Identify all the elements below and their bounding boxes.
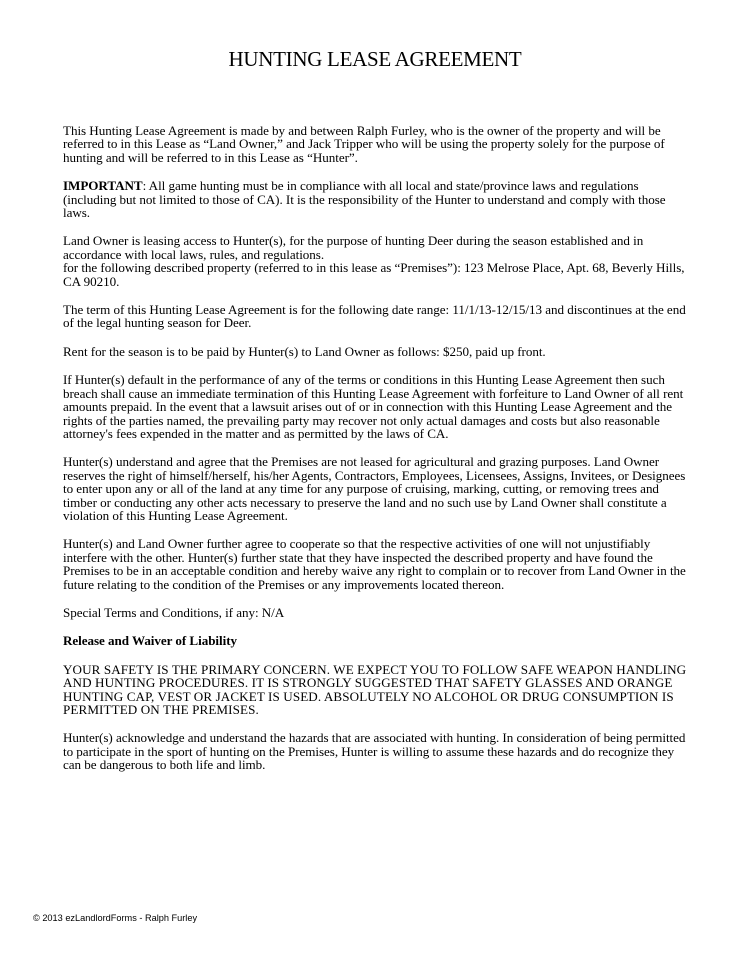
- rent-paragraph: Rent for the season is to be paid by Hunter(s) to Land Owner as follows: $250, paid up front.: [63, 343, 546, 359]
- copyright-footer: © 2013 ezLandlordForms - Ralph Furley: [33, 913, 198, 923]
- leasing-paragraph: [63, 234, 687, 288]
- safety-paragraph: YOUR SAFETY IS THE PRIMARY CONCERN. WE EXPECT YOU TO FOLLOW SAFE WEAPON HANDLING AND HUNTING PROCEDURES. IT IS STRONGLY SUGGESTED THAT SAFETY GLASSES AND ORANGE HUNTING CAP, VEST OR JACKET IS USED. ABSOLUTELY NO ALCOHOL OR DRUG CONSUMPTION IS PERMITTED ON THE PREMISES.: [63, 661, 687, 717]
- important-text: : All game hunting must be in compliance with all local and state/province laws and regulations (including but not limited to those of CA). It is the responsibility of the Hunter to understand and comply with those laws.: [63, 178, 666, 221]
- intro-paragraph: This Hunting Lease Agreement is made by and between Ralph Furley, who is the owner of the property and will be referred to in this Lease as “Land Owner,” and Jack Tripper who will be using the property solely for the purpose of hunting and will be referred to in this Lease as “Hunter”.: [63, 123, 665, 165]
- important-label: IMPORTANT: [63, 178, 143, 194]
- special-terms-paragraph: Special Terms and Conditions, if any: N/A: [63, 604, 285, 620]
- leasing-line-2: for the following described property (referred to in this lease as “Premises”): 123 Melrose Place, Apt. 68, Beverly Hills, CA 90210.: [63, 260, 685, 289]
- document-body: [63, 124, 687, 787]
- leasing-line-1: Land Owner is leasing access to Hunter(s), for the purpose of hunting Deer during the season established and in accordance with local laws, rules, and regulations.: [63, 233, 644, 262]
- important-paragraph: [63, 179, 687, 219]
- cooperate-paragraph: Hunter(s) and Land Owner further agree to cooperate so that the respective activities of one will not unjustifiably interfere with the other. Hunter(s) further state that they have inspected the described property and have found the Premises to be in an acceptable condition and hereby waive any right to complain or to recover from Land Owner in the future relating to the condition of the Premises or any improvements located thereon.: [63, 536, 686, 592]
- term-paragraph: The term of this Hunting Lease Agreement is for the following date range: 11/1/13-12/15/13 and discontinues at the end of the legal hunting season for Deer.: [63, 302, 686, 331]
- agricultural-paragraph: Hunter(s) understand and agree that the Premises are not leased for agricultural and grazing purposes. Land Owner reserves the right of himself/herself, his/her Agents, Contractors, Employees, Licensees, Assigns, Invitees, or Designees to enter upon any or all of the land at any time for any purpose of cruising, marking, cutting, or removing trees and timber or conducting any other acts necessary to preserve the land and no such use by Land Owner shall constitute a violation of this Hunting Lease Agreement.: [63, 454, 686, 523]
- document-title: HUNTING LEASE AGREEMENT: [228, 47, 522, 71]
- default-paragraph: If Hunter(s) default in the performance of any of the terms or conditions in this Hunting Lease Agreement then such breach shall cause an immediate termination of this Hunting Lease Agreement with forfeiture to Land Owner of all rent amounts prepaid. In the event that a lawsuit arises out of or in connection with this Hunting Lease Agreement and the rights of the parties named, the prevailing party may recover not only actual damages and costs but also reasonable attorney's fees expended in the matter and as permitted by the laws of CA.: [63, 372, 684, 441]
- acknowledge-paragraph: Hunter(s) acknowledge and understand the hazards that are associated with hunting. In consideration of being permitted to participate in the sport of hunting on the Premises, Hunter is willing to assume these hazards and do recognize they can be dangerous to both life and limb.: [63, 730, 686, 773]
- release-heading: Release and Waiver of Liability: [63, 633, 238, 649]
